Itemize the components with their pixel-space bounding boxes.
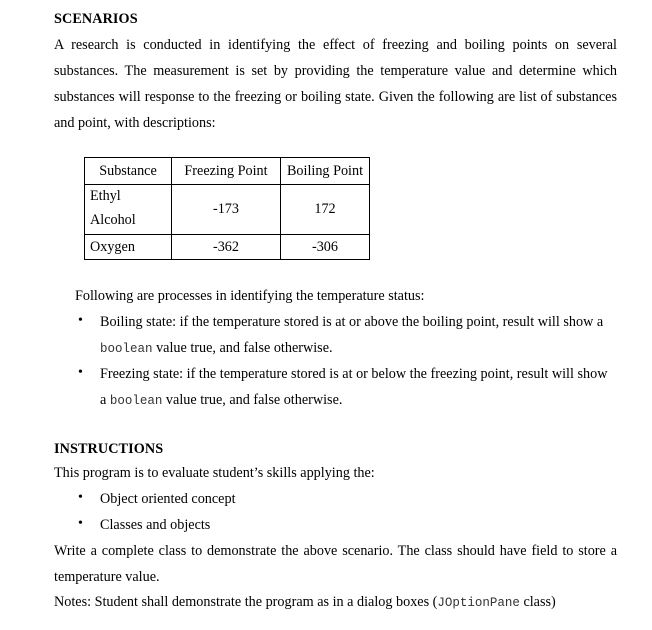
substances-table [84, 157, 370, 260]
cell-freezing-point: -173 [172, 185, 281, 235]
boolean-code: boolean [109, 394, 163, 408]
cell-substance: Oxygen [85, 235, 172, 260]
cell-freezing-point: -362 [172, 235, 281, 260]
joptionpane-code: JOptionPane [437, 596, 520, 610]
scenario-paragraph-line-3: substances will response to the freezing or boiling state. Given the following are list of substances [54, 89, 617, 105]
notes-suffix: class) [519, 594, 556, 610]
freezing-state-line-1: Freezing state: if the temperature stored is at or below the freezing point, result will show [100, 366, 608, 382]
header-substance: Substance [85, 158, 172, 185]
bullet-icon: • [78, 365, 83, 380]
instruction-bullet-1: Object oriented concept [100, 491, 236, 507]
scenario-paragraph-line-1: A research is conducted in identifying the effect of freezing and boiling points on several [54, 37, 617, 53]
table-row [85, 235, 370, 260]
write-line-1: Write a complete class to demonstrate the above scenario. The class should have field to store a [54, 543, 617, 559]
freezing-state-line-2 [100, 392, 342, 409]
instructions-intro: This program is to evaluate student’s skills applying the: [54, 465, 375, 481]
scenario-paragraph-line-2: substances. The measurement is set by providing the temperature value and determine which [54, 63, 617, 79]
instructions-heading: INSTRUCTIONS [54, 441, 164, 457]
boiling-state-line-1: Boiling state: if the temperature stored is at or above the boiling point, result will show a [100, 314, 604, 330]
substance-name-line-2: Alcohol [90, 212, 136, 228]
notes-prefix: Notes: Student shall demonstrate the program as in a dialog boxes ( [54, 594, 438, 610]
boiling-state-line-2 [100, 340, 333, 357]
write-line-2: temperature value. [54, 569, 160, 585]
scenarios-heading: SCENARIOS [54, 11, 138, 27]
freezing-state-line-2-rest: value true, and false otherwise. [162, 392, 343, 408]
substance-name-line-1: Ethyl [90, 188, 121, 204]
header-freezing-point: Freezing Point [172, 158, 281, 185]
freezing-state-line-2-prefix: a [100, 392, 110, 408]
table-header-row [85, 158, 370, 185]
table-row [85, 185, 370, 235]
bullet-icon: • [78, 516, 83, 531]
cell-substance [85, 185, 172, 235]
bullet-icon: • [78, 490, 83, 505]
instruction-bullet-2: Classes and objects [100, 517, 211, 533]
header-boiling-point: Boiling Point [281, 158, 370, 185]
cell-boiling-point: -306 [281, 235, 370, 260]
scenario-paragraph-line-4: and point, with descriptions: [54, 115, 216, 131]
bullet-icon: • [78, 313, 83, 328]
processes-intro: Following are processes in identifying the temperature status: [75, 288, 425, 304]
boiling-state-line-2-rest: value true, and false otherwise. [152, 340, 333, 356]
notes-line [54, 594, 556, 611]
cell-boiling-point: 172 [281, 185, 370, 235]
boolean-code: boolean [100, 342, 153, 356]
